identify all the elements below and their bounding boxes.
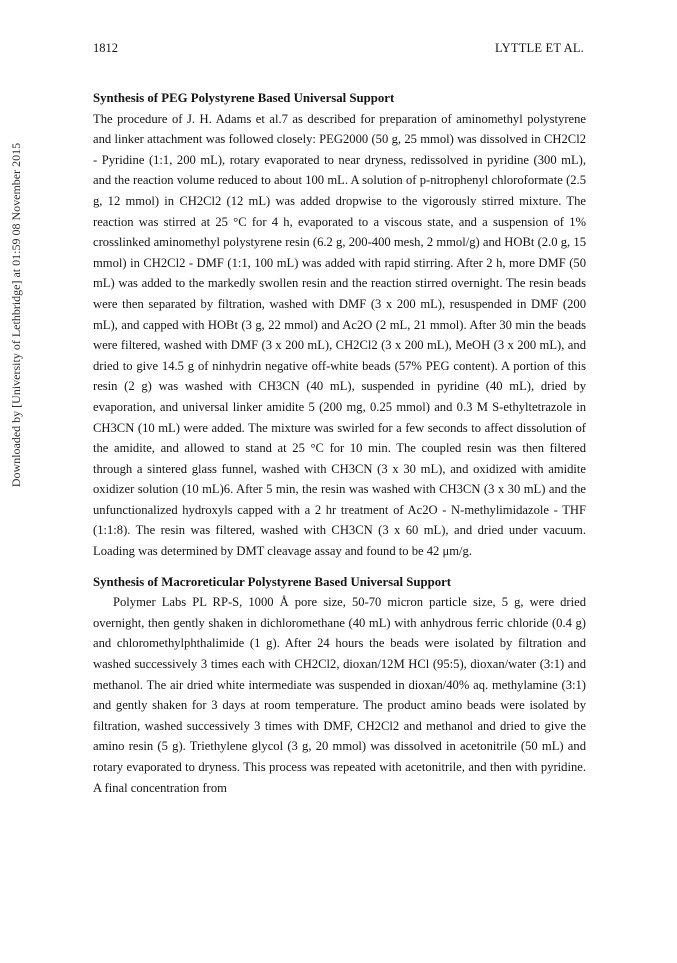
article-body xyxy=(93,88,586,798)
download-note: Downloaded by [University of Lethbridge] at 01:59 08 November 2015 xyxy=(9,142,23,488)
page-number: 1812 xyxy=(93,41,118,55)
running-head: LYTTLE ET AL. xyxy=(495,41,584,55)
section-heading-macroreticular: Synthesis of Macroreticular Polystyrene Based Universal Support xyxy=(93,574,452,589)
section-body-peg: The procedure of J. H. Adams et al.7 as described for preparation of aminomethyl polystyrene and linker attachment was followed closely: PEG2000 (50 g, 25 mmol) was dissolved in CH2Cl2 - Pyridine (1:1, 200 mL), rotary evaporated to near dryness, redissolved in pyridine (300 mL), and the reaction volume reduced to about 100 mL. A solution of p-nitrophenyl chloroformate (2.5 g, 12 mmol) in CH2Cl2 (12 mL) was added dropwise to the vigorously stirred mixture. The reaction was stirred at 25 °C for 4 h, evaporated to a viscous state, and a suspension of 1% crosslinked aminomethyl polystyrene resin (6.2 g, 200-400 mesh, 2 mmol/g) and HOBt (2.0 g, 15 mmol) in CH2Cl2 - DMF (1:1, 100 mL) was added with rapid stirring. After 2 h, more DMF (50 mL) was added to the markedly swollen resin and the reaction stirred overnight. The resin beads were then separated by filtration, washed with DMF (3 x 200 mL), resuspended in DMF (200 mL), and capped with HOBt (3 g, 22 mmol) and Ac2O (2 mL, 21 mmol). After 30 min the beads were filtered, washed with DMF (3 x 200 mL), CH2Cl2 (3 x 200 mL), MeOH (3 x 200 mL), and dried to give 14.5 g of ninhydrin negative off-white beads (57% PEG content). A portion of this resin (2 g) was washed with CH3CN (40 mL), suspended in pyridine (40 mL), dried by evaporation, and universal linker amidite 5 (200 mg, 0.25 mmol) and 0.3 M S-ethyltetrazole in CH3CN (10 mL) were added. The mixture was swirled for a few seconds to affect dissolution of the amidite, and allowed to stand at 25 °C for 10 min. The coupled resin was then filtered through a sintered glass funnel, washed with CH3CN (3 x 30 mL), and oxidized with amidite oxidizer solution (10 mL)6. After 5 min, the resin was washed with CH3CN (3 x 30 mL) and the unfunctionalized hydroxyls capped with a 2 hr treatment of Ac2O - N-methylimidazole - THF (1:1:8). The resin was filtered, washed with CH3CN (3 x 60 mL), and dried under vacuum. Loading was determined by DMT cleavage assay and found to be 42 μm/g. xyxy=(93,111,586,559)
section-body-macroreticular: Polymer Labs PL RP-S, 1000 Å pore size, 50-70 micron particle size, 5 g, were dried overnight, then gently shaken in dichloromethane (40 mL) with anhydrous ferric chloride (0.4 g) and chloromethylphthalimide (1 g). After 24 hours the beads were isolated by filtration and washed successively 3 times each with CH2Cl2, dioxan/12M HCl (95:5), dioxan/water (3:1) and methanol. The air dried white intermediate was suspended in dioxan/40% aq. methylamine (3:1) and gently shaken for 3 days at room temperature. The product amino beads were isolated by filtration, washed successively 3 times with DMF, CH2Cl2 and methanol and dried to give the amino resin (5 g). Triethylene glycol (3 g, 20 mmol) was dissolved in acetonitrile (50 mL) and rotary evaporated to dryness. This process was repeated with acetonitrile, and then with pyridine. A final concentration from xyxy=(93,595,586,795)
section-heading-peg: Synthesis of PEG Polystyrene Based Universal Support xyxy=(93,91,395,105)
